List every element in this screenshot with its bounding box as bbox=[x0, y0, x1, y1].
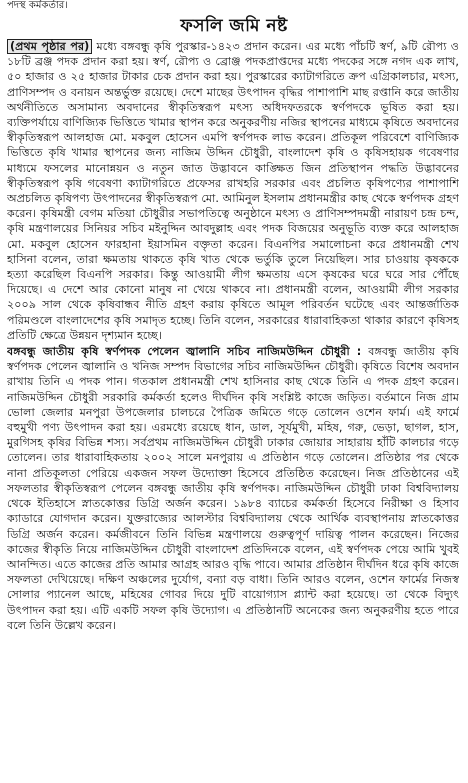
paragraph-1-text: মধ্যে বঙ্গবন্ধু কৃষি পুরস্কার-১৪২৩ প্রদান করেন। এর মধ্যে পাঁচটি স্বর্ণ, ৯টি রৌপ্য ও ১৮টি ব্রঞ্জ পদক প্রদান করা হয়। স্বর্ণ, রৌপ্য ও ব্রোঞ্জ পদকপ্রাপ্তদের মধ্যে পদকের সঙ্গে নগদ এক লাখ, ৫০ হাজার ও ২৫ হাজার টাকার চেক প্রদান করা হয়। পুরস্কারের ক্যাটাগরিতে ক্রপ এগ্রিকালচার, মৎস্য, প্রাণিসম্পদ ও বনায়ন অন্তর্ভুক্ত রয়েছে। দেশে মাছের উৎপাদন বৃদ্ধির পাশাপাশি মাছ রপ্তানি করে জাতীয় অর্থনীতিতে অসামান্য অবদানের স্বীকৃতিস্বরূপ মৎস্য অধিদফতরকে স্বর্ণপদকে ভূষিত করা হয়। ব্যক্তিপর্যায়ে বাণিজ্যিক ভিত্তিতে খামার স্থাপন করে অনুকরণীয় নজির স্থাপনের মাধ্যমে কৃষিতে অবদানের স্বীকৃতিস্বরূপ আলহাজ মো. মকবুল হোসেন এমপি স্বর্ণপদক লাভ করেন। প্রতিকূল পরিবেশে বাণিজ্যিক ভিত্তিতে কৃষি খামার স্থাপনের জন্য নাজিম উদ্দিন চৌধুরী, বাংলাদেশ কৃষি ও কৃষিসহায়ক গবেষণার মাধ্যমে ফসলের মানোন্নয়ন ও নতুন জাত উদ্ভাবনে কাঙ্ক্ষিত জিন প্রতিস্থাপন পদ্ধতি উদ্ভাবনের স্বীকৃতিস্বরূপ কৃষি গবেষণা ক্যাটাগরিতে প্রফেসর রাখহরি সরকার এবং প্রচলিত কৃষিপণ্যের পাশাপাশি অপ্রচলিত কৃষিপণ্য উৎপাদনের স্বীকৃতিস্বরূপ মো. আমিনুল ইসলাম প্রধানমন্ত্রীর কাছ থেকে স্বর্ণপদক গ্রহণ করেন। কৃষিমন্ত্রী বেগম মতিয়া চৌধুরীর সভাপতিত্বে অনুষ্ঠানে মৎস্য ও প্রাণিসম্পদমন্ত্রী নারায়ণ চন্দ্র চন্দ, কৃষি মন্ত্রণালয়ের সিনিয়র সচিব মইনুদ্দিন আবদুল্লাহ এবং পদক বিজয়ের অনুভূতি ব্যক্ত করে আলহাজ মো. মকবুল হোসেন ফারহানা ইয়াসমিন বক্তৃতা করেন। বিএনপির সমালোচনা করে প্রধানমন্ত্রী শেখ হাসিনা বলেন, তারা ক্ষমতায় থাকতে কৃষি খাত থেকে ভর্তুকি তুলে নিয়েছিল। সার চাওয়ায় কৃষককে হত্যা করেছিল বিএনপি সরকার। কিন্তু আওয়ামী লীগ ক্ষমতায় এসে কৃষকের ঘরে ঘরে সার পৌঁছে দিয়েছে। এ দেশে আর কোনো মানুষ না খেয়ে থাকবে না। প্রধানমন্ত্রী বলেন, আওয়ামী লীগ সরকার ২০০৯ সাল থেকে কৃষিবান্ধব নীতি গ্রহণ করায় কৃষিতে আমূল পরিবর্তন ঘটেছে এবং আন্তর্জাতিক পরিমণ্ডলে বাংলাদেশের কৃষি সমাদৃত হচ্ছে। তিনি বলেন, সরকারের ধারাবাহিকতা থাকার কারণে কৃষিসহ প্রতিটি ক্ষেত্রে উন্নয়ন দৃশ্যমান হচ্ছে। bbox=[7, 40, 459, 342]
paragraph-2-text: বঙ্গবন্ধু জাতীয় কৃষি স্বর্ণপদক পেলেন জ্বালানি ও খনিজ সম্পদ বিভাগের সচিব নাজিমউদ্দিন চৌধুরী। কৃষিতে বিশেষ অবদান রাখায় তিনি এ পদক পান। গতকাল প্রধানমন্ত্রী শেখ হাসিনার কাছ থেকে তিনি এ পদক গ্রহণ করেন। নাজিমউদ্দিন চৌধুরী সরকারি কর্মকর্তা হলেও দীর্ঘদিন কৃষি সংশ্লিষ্ট কাজে জড়িত। বর্তমানে নিজ গ্রাম ভোলা জেলার মনপুরা উপজেলার চালচরে পৈত্রিক জমিতে গড়ে তোলেন ওশেন ফার্ম। এই ফার্মে বহুমুখী পণ্য উৎপাদন করা হয়। এরমধ্যে রয়েছে ধান, ডাল, সূর্যমুখী, মহিষ, গরু, ভেড়া, ছাগল, হাস, মুরগিসহ কৃষির বিভিন্ন শস্য। সর্বপ্রথম নাজিমউদ্দিন চৌধুরী ঢাকার জোয়ার সাহারায় হাঁটি কালচার গড়ে তোলেন। তার ধারাবাহিকতায় ২০০২ সালে মনপুরায় এ প্রতিষ্ঠান গড়ে তোলেন। প্রতিষ্ঠার পর থেকে নানা প্রতিকূলতা পেরিয়ে একজন সফল উদ্যোক্তা হিসেবে প্রতিষ্ঠিত করেছেন। নিজ প্রতিষ্ঠানের এই সফলতার স্বীকৃতিস্বরূপ পেলেন বঙ্গবন্ধু জাতীয় কৃষি স্বর্ণপদক। নাজিমউদ্দিন চৌধুরী ঢাকা বিশ্ববিদ্যালয় থেকে ইতিহাসে স্নাতকোত্তর ডিগ্রি অর্জন করেন। ১৯৮৪ ব্যাচের কর্মকর্তা হিসেবে নিরীক্ষা ও হিসাব ক্যাডারে যোগদান করেন। যুক্তরাজ্যের আলস্টার বিশ্ববিদ্যালয় থেকে আর্থিক ব্যবস্থাপনায় স্নাতকোত্তর ডিগ্রি অর্জন করেন। কর্মজীবনে তিনি বিভিন্ন মন্ত্রণালয়ে গুরুত্বপূর্ণ দায়িত্ব পালন করেছেন। নিজের কাজের স্বীকৃতি নিয়ে নাজিমউদ্দিন চৌধুরী বাংলাদেশ প্রতিদিনকে বলেন, এই স্বর্ণপদক পেয়ে আমি খুবই আনন্দিত। এতে কাজের প্রতি আমার আগ্রহ আরও বৃদ্ধি পাবে। আমার প্রতিষ্ঠান দীর্ঘদিন ধরে কৃষি কাজে সফলতা দেখিয়েছে। দক্ষিণ অঞ্চলের দুর্যোগ, বন্যা বড় বাধা। তিনি আরও বলেন, ওশেন ফার্মের নিজস্ব সোলার প্যানেল আছে, মহিষের গোবর দিয়ে দুটি বায়োগ্যাস প্ল্যান্ট করা হয়েছে। তা থেকে বিদ্যুৎ উৎপাদন করা হয়। এটি একটি সফল কৃষি উদ্যোগ। এ প্রতিষ্ঠানটি অনেকের জন্য অনুকরণীয় হতে পারে বলে তিনি উল্লেখ করেন। bbox=[7, 345, 459, 632]
previous-article-fragment: পদস্থ কর্মকর্তার। bbox=[7, 0, 68, 11]
subheading: বঙ্গবন্ধু জাতীয় কৃষি স্বর্ণপদক পেলেন জ্বালানি সচিব নাজিমউদ্দিন চৌধুরী : bbox=[7, 345, 369, 359]
article-headline: ফসলি জমি নষ্ট bbox=[180, 16, 288, 36]
continuation-tag: (প্রথম পৃষ্ঠার পর) bbox=[7, 39, 92, 54]
paragraph-2 bbox=[7, 344, 459, 633]
paragraph-1 bbox=[7, 39, 459, 343]
article-body bbox=[7, 39, 459, 783]
